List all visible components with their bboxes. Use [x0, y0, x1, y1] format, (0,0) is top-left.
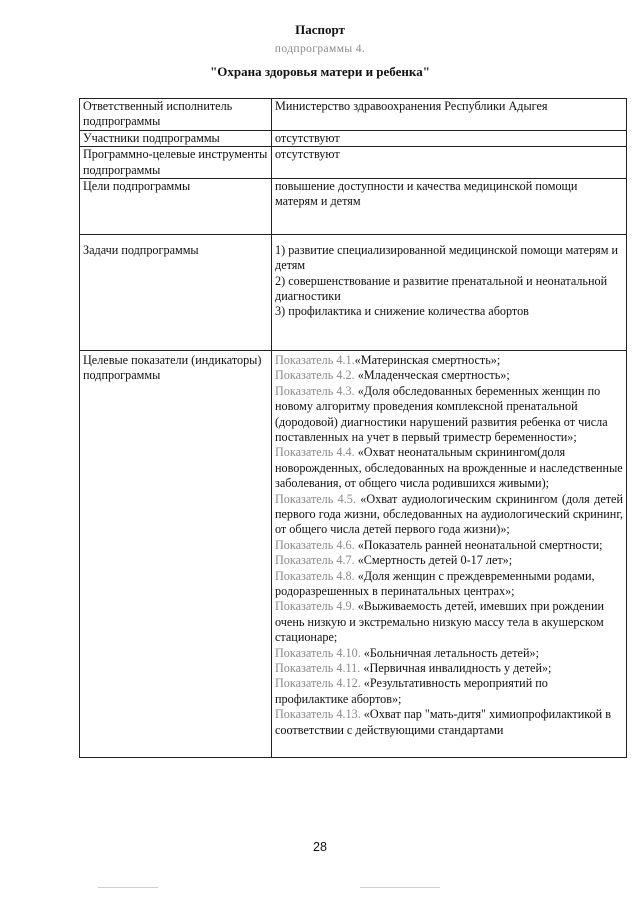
indicator-item [275, 492, 623, 538]
instruments-value: отсутствуют [272, 147, 627, 179]
indicator-item [275, 707, 623, 738]
indicator-text: «Младенческая смертность»; [357, 368, 510, 383]
indicator-item [275, 569, 623, 600]
page-number: 28 [313, 840, 327, 854]
table-row [80, 147, 627, 179]
goals-value: повышение доступности и качества медицинской помощи матерям и детям [272, 179, 627, 235]
indicator-item [275, 676, 623, 707]
indicators-value [272, 350, 627, 757]
executor-label: Ответственный исполнитель подпрограммы [80, 99, 272, 131]
indicator-item [275, 353, 623, 368]
indicator-text: «Доля женщин с преждевременными родами, родоразрешенных в перинатальных центрах»; [275, 568, 595, 598]
indicator-number: Показатель 4.9. [275, 599, 355, 614]
document-subtitle: подпрограммы 4. [274, 43, 366, 55]
indicator-text: «Смертность детей 0-17 лет»; [357, 553, 513, 568]
indicator-number: Показатель 4.10. [275, 645, 361, 660]
task-item: 1) развитие специализированной медицинской помощи матерям и детям [275, 242, 619, 273]
indicator-number: Показатель 4.6. [275, 537, 355, 552]
indicator-number: Показатель 4.13. [275, 707, 361, 722]
indicator-number: Показатель 4.3. [275, 383, 355, 398]
indicator-text: «Больничная летальность детей»; [363, 645, 539, 660]
indicator-number: Показатель 4.1. [275, 352, 355, 367]
indicator-item [275, 599, 623, 645]
indicator-item [275, 538, 623, 553]
indicator-number: Показатель 4.2. [275, 368, 355, 383]
participants-value: отсутствуют [272, 130, 627, 146]
indicator-text: «Материнская смертность»; [354, 352, 501, 367]
executor-value: Министерство здравоохранения Республики Адыгея [272, 99, 627, 131]
indicator-text: «Результативность мероприятий по профилактике абортов»; [275, 676, 548, 706]
indicator-item [275, 368, 623, 383]
indicator-item [275, 553, 623, 568]
tasks-value [272, 234, 627, 350]
table-row [80, 179, 627, 235]
indicator-number: Показатель 4.12. [275, 676, 361, 691]
task-item: 2) совершенствование и развитие пренатальной и неонатальной диагностики [275, 273, 608, 304]
indicators-label: Целевые показатели (индикаторы) подпрограммы [80, 350, 272, 757]
goals-label: Цели подпрограммы [80, 179, 272, 235]
passport-table [79, 98, 627, 758]
table-row [80, 99, 627, 131]
instruments-label: Программно-целевые инструменты подпрограммы [80, 147, 272, 179]
indicator-number: Показатель 4.5. [275, 491, 356, 506]
indicator-text: «Выживаемость детей, имевших при рождении очень низкую и экстремально низкую массу тела в акушерском стационаре; [275, 599, 604, 645]
indicator-number: Показатель 4.7. [275, 553, 355, 568]
indicator-text: «Первичная инвалидность у детей»; [363, 661, 552, 675]
indicator-number: Показатель 4.8. [275, 568, 355, 583]
document-title: Паспорт [295, 22, 345, 37]
indicator-number: Показатель 4.4. [275, 445, 355, 460]
task-item: 3) профилактика и снижение количества абортов [275, 304, 529, 319]
indicator-item [275, 384, 623, 446]
indicator-number: Показатель 4.11. [275, 661, 361, 675]
participants-label: Участники подпрограммы [80, 130, 272, 146]
table-row [80, 350, 627, 757]
table-row [80, 234, 627, 350]
indicator-text: «Охват неонатальным скринингом(доля новорожденных, обследованных на врожденные и наследственные заболевания, от общего числа родившихся живыми); [275, 445, 623, 491]
indicator-text: «Доля обследованных беременных женщин по новому алгоритму проведения комплексной пренатальной (дородовой) диагностики нарушений развития ребенка от числа поставленных на учет в первый триместр беременности»; [275, 383, 608, 444]
indicator-item [275, 661, 623, 676]
subprogram-name: "Охрана здоровья матери и ребенка" [210, 64, 430, 79]
indicator-text: «Охват пар "мать-дитя" химиопрофилактикой в соответствии с действующими стандартами [275, 707, 611, 737]
scan-artifact [360, 887, 440, 888]
indicator-text: «Показатель ранней неонатальной смертности; [357, 537, 603, 552]
indicator-text: «Охват аудиологическим скринингом (доля детей первого года жизни, обследованных на аудиологический скрининг, от общего числа детей первого года жизни)»; [275, 491, 623, 537]
indicator-item [275, 646, 623, 661]
scan-artifact [98, 887, 158, 888]
indicator-item [275, 445, 623, 491]
tasks-label: Задачи подпрограммы [80, 234, 272, 350]
table-row [80, 130, 627, 146]
